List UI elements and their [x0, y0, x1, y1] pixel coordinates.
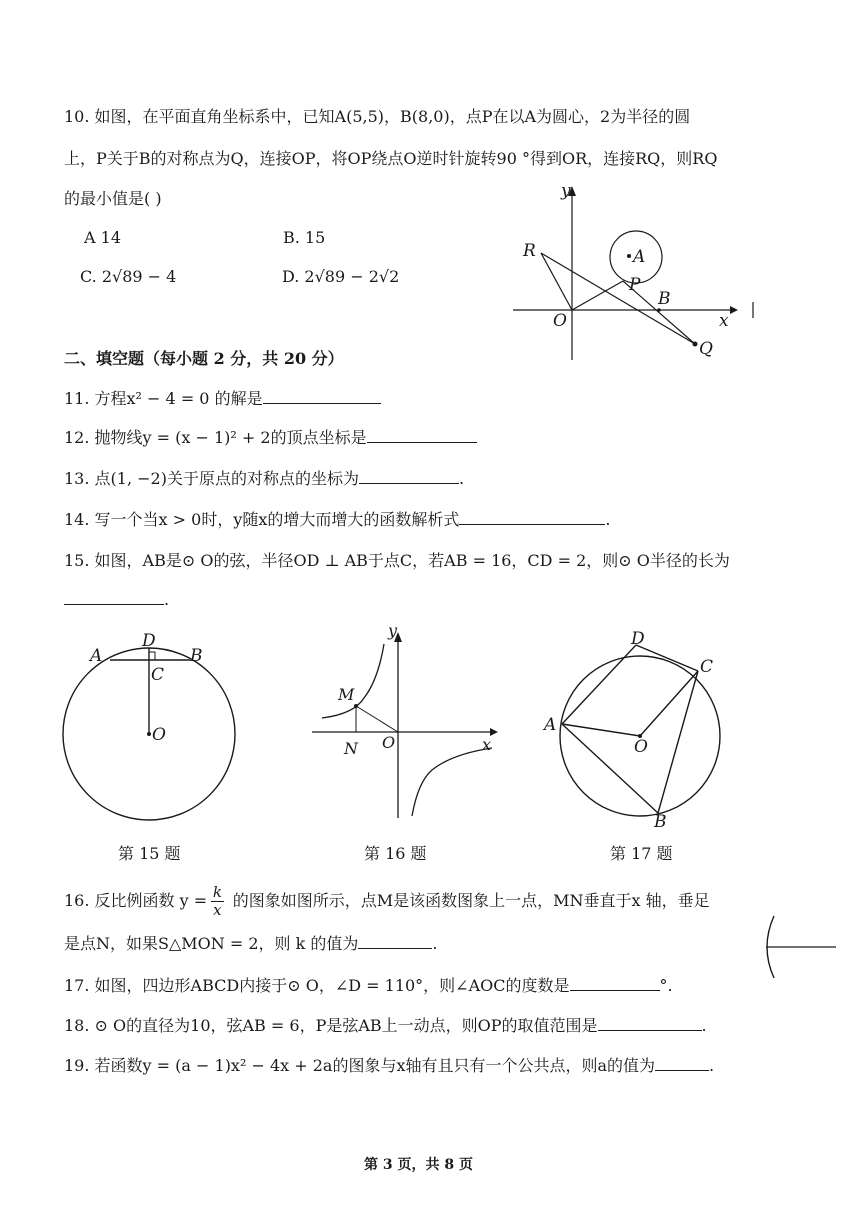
fig17-label-b: B [654, 812, 667, 828]
q16-prefix: 16. 反比例函数 y = [64, 891, 208, 910]
fig17-label-a: A [544, 715, 557, 735]
q10-option-a: A 14 [84, 228, 121, 247]
q10-fig-label-y: y [561, 181, 571, 201]
q11-answer-blank[interactable] [263, 389, 381, 404]
q15-answer-blank[interactable] [64, 590, 164, 605]
q10-fig-label-p: P [629, 275, 641, 295]
q10-option-d: D. 2√89 − 2√2 [282, 267, 400, 286]
q15-line1: 15. 如图，AB是⊙ O的弦，半径OD ⊥ AB于点C，若AB = 16，CD = 2，则⊙ O半径的长为 [64, 551, 730, 570]
fig15-label-d: D [142, 631, 156, 651]
fig16-label-x: x [482, 735, 492, 754]
fig16 [306, 622, 506, 822]
fig16-caption: 第 16 题 [364, 844, 427, 863]
page-footer: 第 3 页，共 8 页 [364, 1157, 473, 1173]
q19-end: . [709, 1056, 715, 1075]
q18-end: . [701, 1016, 707, 1035]
q10-line2: 上，P关于B的对称点为Q，连接OP，将OP绕点O逆时针旋转90 °得到OR，连接RQ，则RQ [64, 149, 718, 168]
q14 [64, 507, 610, 530]
q10-option-c: C. 2√89 − 4 [80, 267, 177, 286]
q18-answer-blank[interactable] [598, 1016, 702, 1031]
q14-answer-blank[interactable] [459, 510, 605, 525]
fig17-label-c: C [700, 657, 714, 677]
q12-text: 12. 抛物线y = (x − 1)² + 2的顶点坐标是 [64, 428, 367, 447]
q16-suffix: 的图象如图所示，点M是该函数图象上一点，MN垂直于x 轴，垂足 [227, 891, 710, 910]
q16-frac-num: k [212, 883, 222, 901]
q11-text: 11. 方程x² − 4 = 0 的解是 [64, 389, 263, 408]
q19-text: 19. 若函数y = (a − 1)x² − 4x + 2a的图象与x轴有且只有一个公共点，则a的值为 [64, 1056, 656, 1075]
fig16-label-o: O [382, 733, 396, 752]
q13 [64, 466, 464, 489]
q18 [64, 1013, 707, 1036]
fig17-caption: 第 17 题 [610, 844, 673, 863]
q10-option-b: B. 15 [283, 228, 326, 247]
fig16-label-m: M [338, 685, 355, 704]
q19-answer-blank[interactable] [655, 1056, 709, 1071]
q17-text: 17. 如图，四边形ABCD内接于⊙ O，∠D = 110°，则∠AOC的度数是 [64, 976, 570, 995]
q10-line3: 的最小值是( ) [64, 189, 162, 208]
q10-fig-label-a: A [633, 247, 646, 267]
fig16-label-n: N [344, 739, 358, 758]
q16-frac-den: x [213, 901, 222, 919]
q17-answer-blank[interactable] [570, 976, 660, 991]
q14-end: . [605, 510, 611, 529]
q16-end: . [432, 934, 438, 953]
q16-answer-blank[interactable] [358, 934, 432, 949]
q18-text: 18. ⊙ O的直径为10，弦AB = 6，P是弦AB上一动点，则OP的取值范围是 [64, 1016, 598, 1035]
q19 [64, 1053, 714, 1076]
q15-end: . [164, 590, 170, 609]
q13-text: 13. 点(1, −2)关于原点的对称点的坐标为 [64, 469, 359, 488]
q11 [64, 386, 381, 409]
q10-fig-label-x: x [719, 311, 729, 331]
fig17 [540, 628, 740, 828]
q10-line1: 10. 如图，在平面直角坐标系中，已知A(5,5)，B(8,0)，点P在以A为圆心，2为半径的圆 [64, 107, 691, 126]
q13-end: . [458, 469, 465, 488]
q12-answer-blank[interactable] [367, 428, 477, 443]
fig15-label-c: C [151, 665, 165, 685]
fig15 [58, 628, 248, 828]
q16-line2 [64, 931, 438, 954]
margin-mark [752, 914, 842, 980]
section2-heading: 二、填空题（每小题 2 分，共 20 分） [64, 349, 344, 368]
q17-end: °. [659, 976, 673, 995]
q10-fig-label-r: R [523, 241, 536, 261]
q10-fig-label-b: B [658, 289, 671, 309]
q16-line2-text: 是点N，如果S△MON = 2，则 k 的值为 [64, 934, 359, 953]
q14-text: 14. 写一个当x > 0时，y随x的增大而增大的函数解析式 [64, 510, 460, 529]
q17 [64, 973, 673, 996]
q16-line1 [64, 884, 710, 919]
fig17-label-d: D [631, 629, 645, 649]
q10-figure [505, 180, 760, 370]
q10-fig-label-o: O [553, 311, 567, 331]
q13-answer-blank[interactable] [359, 469, 459, 484]
fig16-label-y: y [388, 622, 398, 640]
fig15-label-b: B [190, 646, 203, 666]
q10-fig-label-q: Q [699, 339, 713, 359]
fig17-label-o: O [634, 737, 648, 757]
q12 [64, 425, 477, 448]
q15-line2 [64, 590, 169, 609]
fig15-label-a: A [90, 646, 103, 666]
fig15-caption: 第 15 题 [118, 844, 181, 863]
fig15-label-o: O [152, 725, 166, 745]
q16-fraction [211, 884, 223, 919]
